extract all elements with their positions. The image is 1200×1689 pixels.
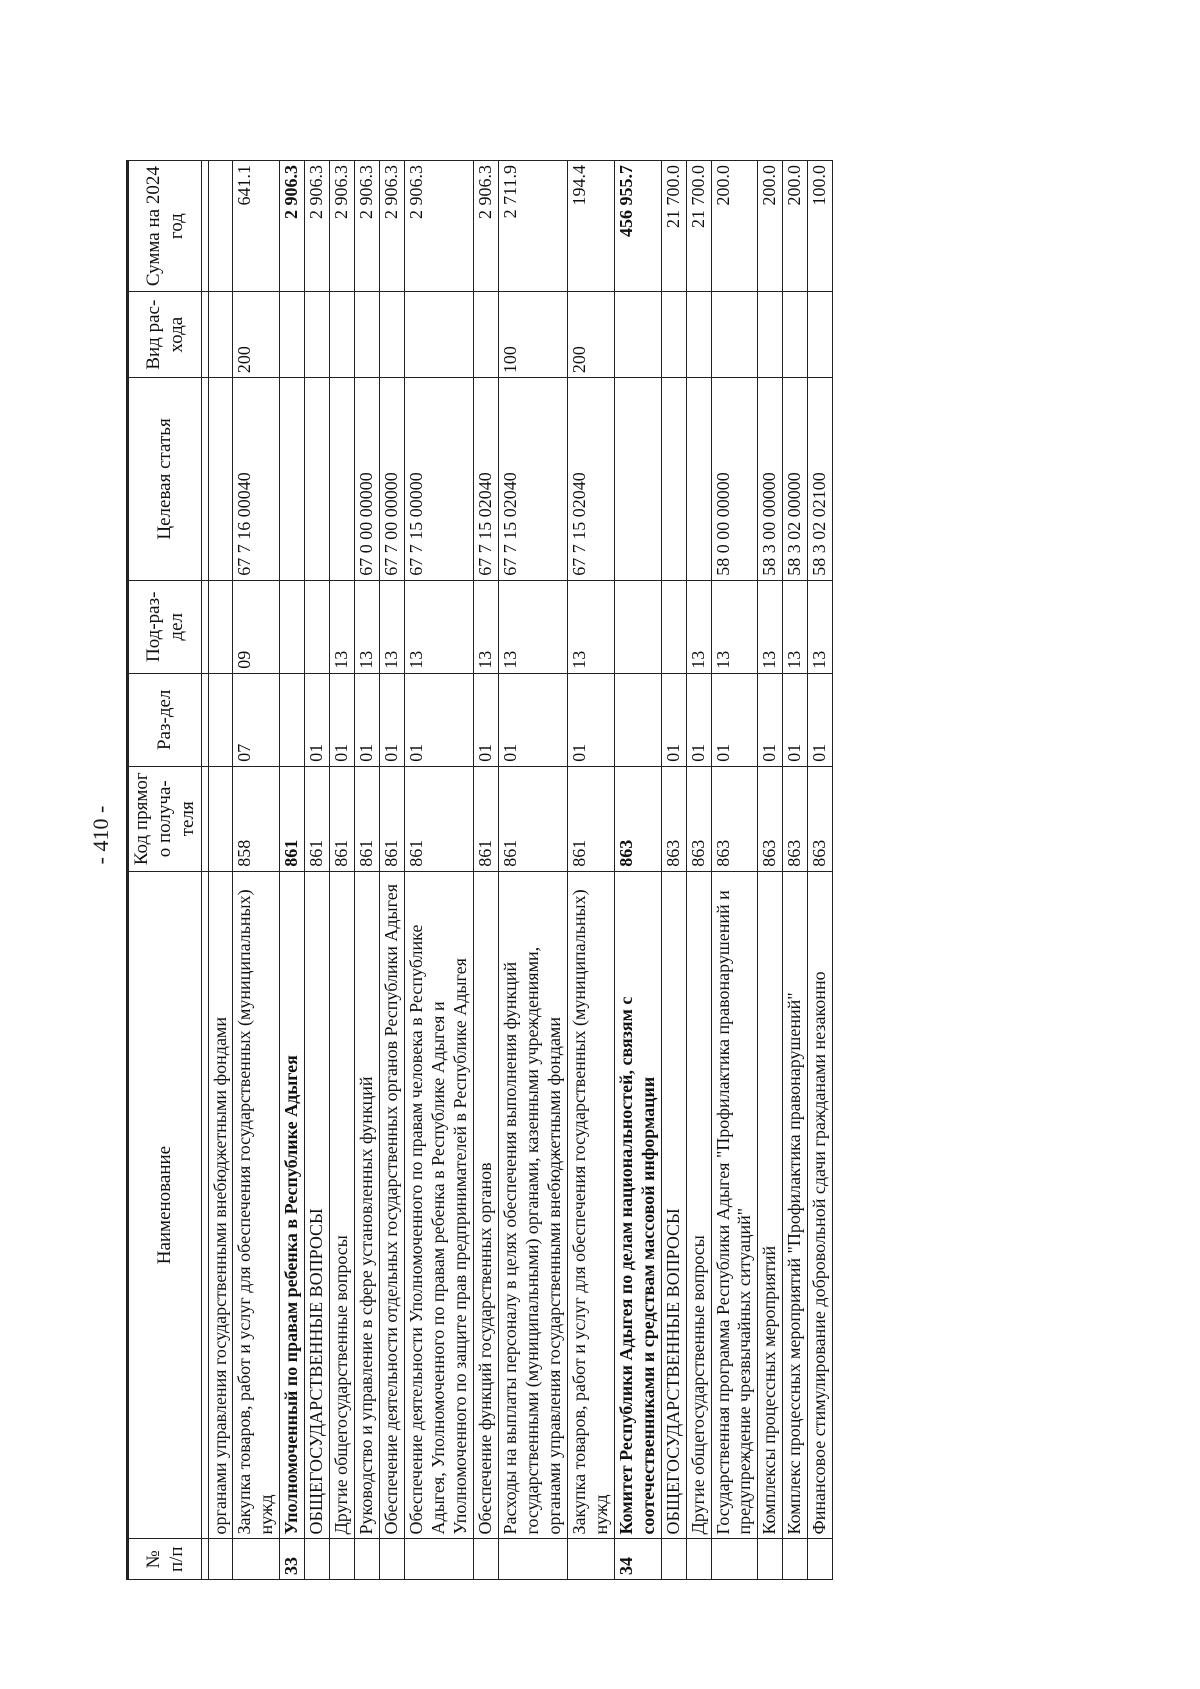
cell-target	[330, 378, 355, 581]
cell-no	[758, 1539, 783, 1580]
table-body	[208, 161, 833, 1580]
header-section: Раз-дел	[128, 673, 202, 766]
cell-expense	[330, 292, 355, 378]
cell-name: Комплекс процессных мероприятий "Профилактика правонарушений"	[783, 871, 808, 1539]
table-row	[330, 161, 355, 1580]
header-spacer	[201, 161, 208, 1580]
cell-sum: 2 906.3	[330, 161, 355, 292]
cell-sum: 100.0	[808, 161, 833, 292]
cell-target	[661, 378, 686, 581]
cell-name: Комитет Республики Адыгея по делам национальностей, связям с соотечественниками и средствам массовой информации	[614, 871, 661, 1539]
cell-recipient: 861	[474, 766, 499, 871]
cell-section: 07	[233, 673, 280, 766]
cell-target: 58 0 00 00000	[711, 378, 758, 581]
cell-name: Руководство и управление в сфере установленных функций	[355, 871, 380, 1539]
cell-section: 01	[498, 673, 567, 766]
cell-expense	[783, 292, 808, 378]
cell-sum: 2 906.3	[355, 161, 380, 292]
cell-no	[330, 1539, 355, 1580]
cell-sum: 2 906.3	[280, 161, 305, 292]
cell-name: Другие общегосударственные вопросы	[686, 871, 711, 1539]
header-name: Наименование	[128, 871, 202, 1539]
cell-subsection: 13	[711, 580, 758, 673]
cell-recipient: 861	[567, 766, 614, 871]
cell-no	[661, 1539, 686, 1580]
cell-recipient: 863	[686, 766, 711, 871]
table-row	[661, 161, 686, 1580]
cell-sum: 2 906.3	[405, 161, 474, 292]
table-row	[758, 161, 783, 1580]
cell-target	[208, 378, 233, 581]
cell-name: органами управления государственными внебюджетными фондами	[208, 871, 233, 1539]
table-row	[686, 161, 711, 1580]
cell-expense	[208, 292, 233, 378]
cell-sum: 2 906.3	[305, 161, 330, 292]
cell-recipient: 861	[355, 766, 380, 871]
table-row	[305, 161, 330, 1580]
table-row	[405, 161, 474, 1580]
cell-no	[567, 1539, 614, 1580]
table-row	[474, 161, 499, 1580]
cell-expense	[355, 292, 380, 378]
cell-target: 67 7 16 00040	[233, 378, 280, 581]
cell-name: Другие общегосударственные вопросы	[330, 871, 355, 1539]
cell-target	[686, 378, 711, 581]
header-subsection: Под-раз-дел	[128, 580, 202, 673]
cell-no: 34	[614, 1539, 661, 1580]
cell-target: 67 7 15 00000	[405, 378, 474, 581]
cell-subsection: 13	[686, 580, 711, 673]
cell-subsection: 13	[783, 580, 808, 673]
header-expense: Вид рас-хода	[128, 292, 202, 378]
cell-sum: 21 700.0	[686, 161, 711, 292]
cell-expense	[686, 292, 711, 378]
cell-name: Комплексы процессных мероприятий	[758, 871, 783, 1539]
cell-subsection	[614, 580, 661, 673]
cell-no	[233, 1539, 280, 1580]
cell-section: 01	[758, 673, 783, 766]
cell-no	[711, 1539, 758, 1580]
cell-recipient: 863	[808, 766, 833, 871]
table-row	[614, 161, 661, 1580]
cell-name: ОБЩЕГОСУДАРСТВЕННЫЕ ВОПРОСЫ	[661, 871, 686, 1539]
cell-name: Закупка товаров, работ и услуг для обеспечения государственных (муниципальных) нужд	[233, 871, 280, 1539]
cell-sum: 2 711.9	[498, 161, 567, 292]
cell-expense	[758, 292, 783, 378]
cell-expense	[405, 292, 474, 378]
table-row	[233, 161, 280, 1580]
cell-name: Обеспечение деятельности Уполномоченного по правам человека в Республике Адыгея, Уполномоченного по правам ребенка в Республике Адыгея и Уполномоченного по защите прав предпринимателей в Республике Адыгея	[405, 871, 474, 1539]
cell-recipient: 861	[280, 766, 305, 871]
header-no: № п/п	[128, 1539, 202, 1580]
cell-recipient: 858	[233, 766, 280, 871]
cell-name: Обеспечение деятельности отдельных государственных органов Республики Адыгея	[380, 871, 405, 1539]
cell-sum: 641.1	[233, 161, 280, 292]
cell-expense	[280, 292, 305, 378]
cell-target: 67 7 15 02040	[567, 378, 614, 581]
cell-subsection: 13	[380, 580, 405, 673]
cell-expense: 200	[567, 292, 614, 378]
cell-recipient: 863	[758, 766, 783, 871]
table-row	[567, 161, 614, 1580]
cell-section	[280, 673, 305, 766]
cell-no	[808, 1539, 833, 1580]
cell-subsection: 13	[355, 580, 380, 673]
cell-expense	[661, 292, 686, 378]
table-row	[280, 161, 305, 1580]
cell-recipient: 863	[783, 766, 808, 871]
cell-recipient: 861	[305, 766, 330, 871]
cell-recipient: 861	[498, 766, 567, 871]
cell-subsection: 13	[808, 580, 833, 673]
cell-sum: 200.0	[711, 161, 758, 292]
cell-target	[614, 378, 661, 581]
cell-target	[305, 378, 330, 581]
cell-section: 01	[474, 673, 499, 766]
header-sum: Сумма на 2024 год	[128, 161, 202, 292]
cell-target: 58 3 02 00000	[783, 378, 808, 581]
cell-recipient: 861	[405, 766, 474, 871]
cell-target: 58 3 00 00000	[758, 378, 783, 581]
cell-subsection: 09	[233, 580, 280, 673]
cell-target: 67 0 00 00000	[355, 378, 380, 581]
budget-table	[126, 160, 833, 1580]
table-row	[783, 161, 808, 1580]
cell-target: 67 7 00 00000	[380, 378, 405, 581]
cell-name: Обеспечение функций государственных органов	[474, 871, 499, 1539]
cell-name: Финансовое стимулирование добровольной сдачи гражданами незаконно	[808, 871, 833, 1539]
cell-sum: 200.0	[758, 161, 783, 292]
page-number: - 410 -	[88, 805, 113, 865]
cell-expense	[305, 292, 330, 378]
cell-subsection	[208, 580, 233, 673]
cell-sum: 200.0	[783, 161, 808, 292]
cell-recipient: 863	[711, 766, 758, 871]
cell-no	[498, 1539, 567, 1580]
table-row	[498, 161, 567, 1580]
cell-no	[208, 1539, 233, 1580]
cell-subsection: 13	[498, 580, 567, 673]
cell-section: 01	[330, 673, 355, 766]
cell-no	[686, 1539, 711, 1580]
cell-target: 67 7 15 02040	[498, 378, 567, 581]
cell-sum: 456 955.7	[614, 161, 661, 292]
cell-section: 01	[305, 673, 330, 766]
table-row	[711, 161, 758, 1580]
cell-expense	[474, 292, 499, 378]
cell-section: 01	[783, 673, 808, 766]
cell-no	[474, 1539, 499, 1580]
cell-expense	[380, 292, 405, 378]
cell-section: 01	[661, 673, 686, 766]
cell-sum: 21 700.0	[661, 161, 686, 292]
cell-name: Расходы на выплаты персоналу в целях обеспечения выполнения функций государственными (муниципальными) органами, казенными учреждениями, органами управления государственными внебюджетными фондами	[498, 871, 567, 1539]
cell-no	[783, 1539, 808, 1580]
cell-section	[614, 673, 661, 766]
cell-name: Закупка товаров, работ и услуг для обеспечения государственных (муниципальных) нужд	[567, 871, 614, 1539]
cell-expense: 200	[233, 292, 280, 378]
cell-no	[380, 1539, 405, 1580]
cell-sum: 194.4	[567, 161, 614, 292]
cell-subsection	[305, 580, 330, 673]
cell-section: 01	[711, 673, 758, 766]
cell-sum: 2 906.3	[474, 161, 499, 292]
header-recipient: Код прямог о получа-теля	[128, 766, 202, 871]
table-row	[355, 161, 380, 1580]
cell-expense	[614, 292, 661, 378]
cell-section: 01	[686, 673, 711, 766]
cell-name: Государственная программа Республики Адыгея "Профилактика правонарушений и предупреждение чрезвычайных ситуаций"	[711, 871, 758, 1539]
cell-section: 01	[380, 673, 405, 766]
header-target: Целевая статья	[128, 378, 202, 581]
cell-subsection	[280, 580, 305, 673]
cell-name: ОБЩЕГОСУДАРСТВЕННЫЕ ВОПРОСЫ	[305, 871, 330, 1539]
cell-subsection	[661, 580, 686, 673]
cell-expense: 100	[498, 292, 567, 378]
cell-no: 33	[280, 1539, 305, 1580]
cell-subsection: 13	[405, 580, 474, 673]
table-row	[808, 161, 833, 1580]
cell-recipient: 863	[661, 766, 686, 871]
cell-subsection: 13	[474, 580, 499, 673]
cell-name: Уполномоченный по правам ребенка в Республике Адыгея	[280, 871, 305, 1539]
cell-target: 67 7 15 02040	[474, 378, 499, 581]
rotated-sheet	[126, 160, 1006, 1580]
cell-section: 01	[808, 673, 833, 766]
table-row	[208, 161, 233, 1580]
cell-expense	[808, 292, 833, 378]
cell-section: 01	[355, 673, 380, 766]
cell-subsection: 13	[567, 580, 614, 673]
table-row	[380, 161, 405, 1580]
cell-subsection: 13	[758, 580, 783, 673]
cell-section: 01	[567, 673, 614, 766]
cell-recipient: 861	[380, 766, 405, 871]
cell-expense	[711, 292, 758, 378]
cell-subsection: 13	[330, 580, 355, 673]
cell-no	[355, 1539, 380, 1580]
cell-recipient	[208, 766, 233, 871]
cell-section	[208, 673, 233, 766]
cell-recipient: 863	[614, 766, 661, 871]
cell-no	[405, 1539, 474, 1580]
cell-target	[280, 378, 305, 581]
cell-sum: 2 906.3	[380, 161, 405, 292]
cell-sum	[208, 161, 233, 292]
cell-target: 58 3 02 02100	[808, 378, 833, 581]
table-header	[128, 161, 209, 1580]
cell-no	[305, 1539, 330, 1580]
cell-recipient: 861	[330, 766, 355, 871]
cell-section: 01	[405, 673, 474, 766]
